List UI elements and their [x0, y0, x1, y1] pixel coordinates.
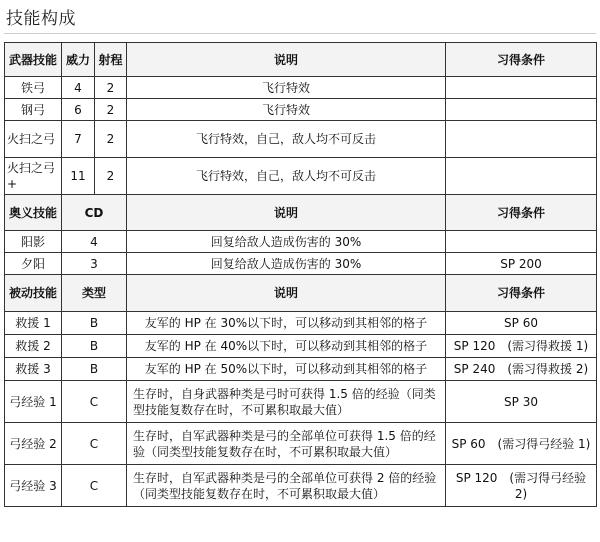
- skill-range: 2: [95, 77, 127, 99]
- skill-desc: 友军的 HP 在 40%以下时，可以移动到其相邻的格子: [127, 335, 446, 358]
- table-row: [5, 158, 597, 195]
- skill-desc: 飞行特效，自己，敌人均不可反击: [127, 158, 446, 195]
- skill-cond: [446, 99, 597, 121]
- skills-table: [4, 42, 597, 507]
- special-header-cond: 习得条件: [446, 195, 597, 231]
- skill-name: 钢弓: [5, 99, 62, 121]
- table-row: [5, 335, 597, 358]
- weapon-header-desc: 说明: [127, 43, 446, 77]
- special-header-row: [5, 195, 597, 231]
- special-header-desc: 说明: [127, 195, 446, 231]
- special-header-cd: CD: [62, 195, 127, 231]
- passive-header-desc: 说明: [127, 275, 446, 312]
- weapon-header-name: 武器技能: [5, 43, 62, 77]
- skill-cond: [446, 121, 597, 158]
- skill-desc: 回复给敌人造成伤害的 30%: [127, 253, 446, 275]
- table-row: [5, 121, 597, 158]
- skill-desc: 友军的 HP 在 30%以下时，可以移动到其相邻的格子: [127, 312, 446, 335]
- skill-power: 4: [62, 77, 95, 99]
- skill-power: 7: [62, 121, 95, 158]
- skill-name: 弓经验 2: [5, 423, 62, 465]
- skill-cond: [446, 158, 597, 195]
- passive-header-name: 被动技能: [5, 275, 62, 312]
- skill-name: 弓经验 3: [5, 465, 62, 507]
- skill-name: 救援 3: [5, 358, 62, 381]
- skill-name: 火扫之弓+: [5, 158, 62, 195]
- skill-desc: 生存时，自身武器种类是弓时可获得 1.5 倍的经验（同类型技能复数存在时，不可累积取最大值）: [127, 381, 446, 423]
- table-row: [5, 253, 597, 275]
- skill-type: B: [62, 335, 127, 358]
- weapon-header-range: 射程: [95, 43, 127, 77]
- skill-range: 2: [95, 99, 127, 121]
- table-row: [5, 381, 597, 423]
- skill-name: 救援 1: [5, 312, 62, 335]
- skill-desc: 飞行特效: [127, 99, 446, 121]
- title-divider: [4, 33, 596, 34]
- skill-name: 夕阳: [5, 253, 62, 275]
- skill-desc: 生存时，自军武器种类是弓的全部单位可获得 2 倍的经验（同类型技能复数存在时，不可累积取最大值）: [127, 465, 446, 507]
- skill-desc: 回复给敌人造成伤害的 30%: [127, 231, 446, 253]
- table-row: [5, 77, 597, 99]
- skill-cond: SP 120 (需习得弓经验 2): [446, 465, 597, 507]
- skill-name: 铁弓: [5, 77, 62, 99]
- passive-header-cond: 习得条件: [446, 275, 597, 312]
- weapon-header-power: 威力: [62, 43, 95, 77]
- skill-desc: 飞行特效: [127, 77, 446, 99]
- table-row: [5, 312, 597, 335]
- passive-header-row: [5, 275, 597, 312]
- skill-desc: 友军的 HP 在 50%以下时，可以移动到其相邻的格子: [127, 358, 446, 381]
- skill-cond: SP 30: [446, 381, 597, 423]
- table-row: [5, 358, 597, 381]
- skill-cond: SP 200: [446, 253, 597, 275]
- skill-cond: SP 120 (需习得救援 1): [446, 335, 597, 358]
- skill-type: C: [62, 381, 127, 423]
- skill-name: 救援 2: [5, 335, 62, 358]
- skill-cond: [446, 77, 597, 99]
- special-header-name: 奥义技能: [5, 195, 62, 231]
- skill-type: C: [62, 465, 127, 507]
- weapon-header-cond: 习得条件: [446, 43, 597, 77]
- skill-name: 阳影: [5, 231, 62, 253]
- page-title: 技能构成: [6, 9, 76, 29]
- skill-type: B: [62, 312, 127, 335]
- skill-cond: SP 60: [446, 312, 597, 335]
- table-row: [5, 231, 597, 253]
- skill-cond: SP 60 (需习得弓经验 1): [446, 423, 597, 465]
- skill-power: 11: [62, 158, 95, 195]
- table-row: [5, 99, 597, 121]
- skill-range: 2: [95, 121, 127, 158]
- passive-header-type: 类型: [62, 275, 127, 312]
- skill-range: 2: [95, 158, 127, 195]
- skill-cd: 3: [62, 253, 127, 275]
- skill-desc: 生存时，自军武器种类是弓的全部单位可获得 1.5 倍的经验（同类型技能复数存在时，不可累积取最大值）: [127, 423, 446, 465]
- table-row: [5, 423, 597, 465]
- skill-type: C: [62, 423, 127, 465]
- table-row: [5, 465, 597, 507]
- skill-name: 火扫之弓: [5, 121, 62, 158]
- skill-cond: SP 240 (需习得救援 2): [446, 358, 597, 381]
- skill-cond: [446, 231, 597, 253]
- skill-name: 弓经验 1: [5, 381, 62, 423]
- skill-type: B: [62, 358, 127, 381]
- skill-power: 6: [62, 99, 95, 121]
- weapon-header-row: [5, 43, 597, 77]
- skill-cd: 4: [62, 231, 127, 253]
- skill-desc: 飞行特效，自己，敌人均不可反击: [127, 121, 446, 158]
